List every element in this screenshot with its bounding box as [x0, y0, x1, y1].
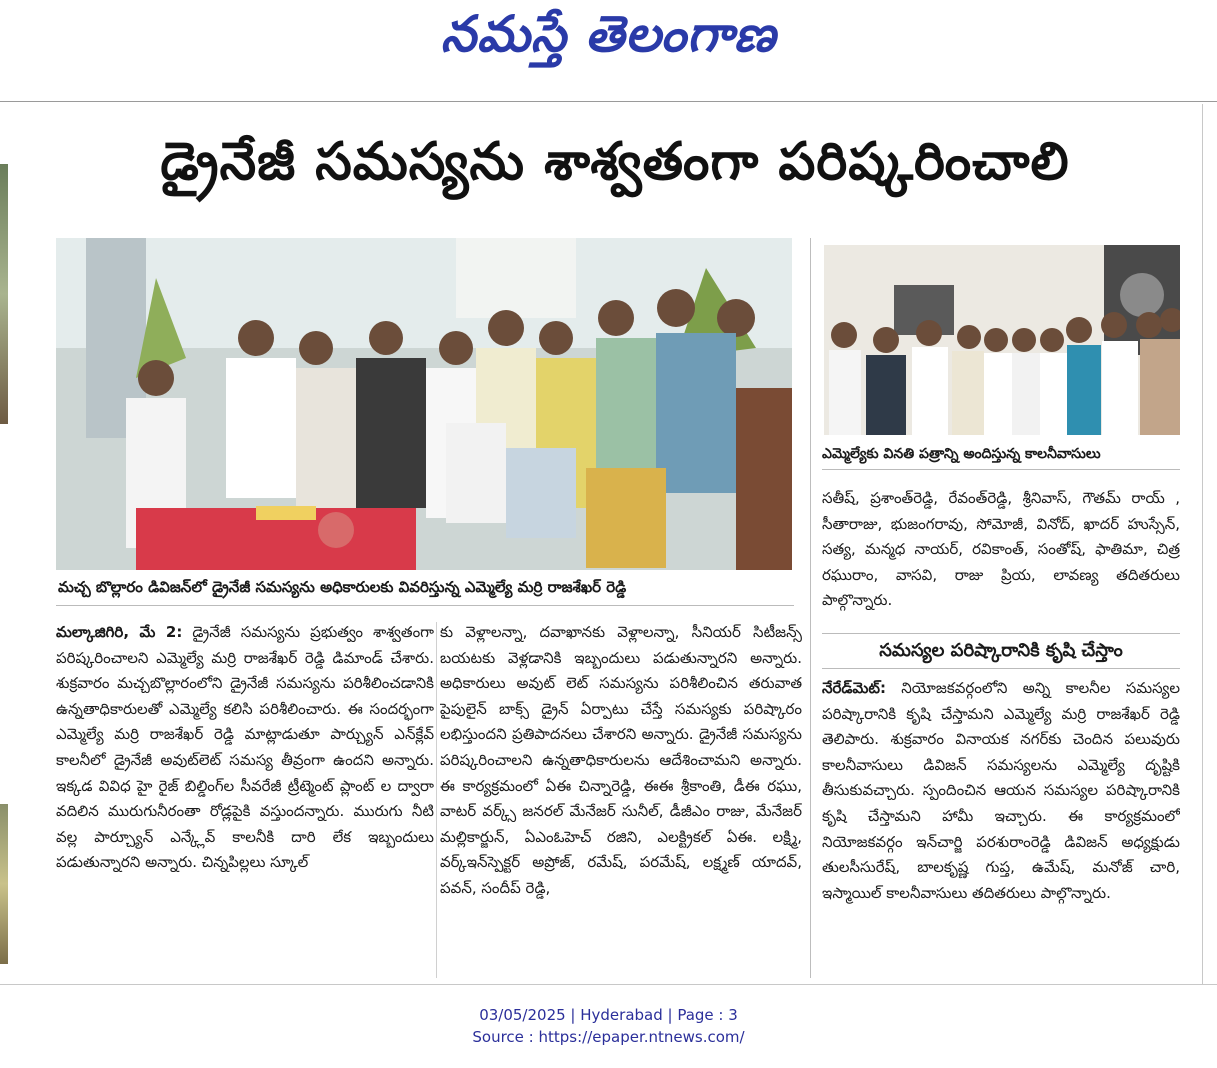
footer-date-page: 03/05/2025 | Hyderabad | Page : 3	[479, 1006, 738, 1024]
column-1-text: డ్రైనేజీ సమస్యను ప్రభుత్వం శాశ్వతంగా పరిష్కరించాలని ఎమ్మెల్యే మర్రి రాజశేఖర్ రెడ్డి డిమాండ్ చేశారు. శుక్రవారం మచ్చబొల్లారంలోని డ్రైనేజీ సమస్యను పరిశీలించడానికి ఉన్నతాధికారులతో ఎమ్మెల్యే కలిసి పరిశీలించారు. ఈ సందర్భంగా ఎమ్మెల్యే మర్రి రాజశేఖర్ రెడ్డి మాట్లాడుతూ పార్చ్యున్ ఎన్‌క్లేవ్ కాలనీలో డ్రైనేజీ అవుట్‌లెట్ సమస్య తీవ్రంగా ఉందని అన్నారు. ఇక్కడ వివిధ హై రైజ్ బిల్డింగ్‌ల సీవరేజీ ట్రీట్మెంట్ ప్లాంట్ ల ద్వారా వదిలిన మురుగునీరంతా రోడ్లపైకి వస్తుందన్నారు. మురుగు నీటి వల్ల పార్చ్యూన్ ఎన్క్లేవ్ కాలనీకి దారి లేక ఇబ్బందులు పడుతున్నారని అన్నారు. చిన్నపిల్లలు స్కూల్	[56, 623, 434, 872]
column-divider	[436, 622, 437, 978]
column-2-text: కు వెళ్లాలన్నా, దవాఖానకు వెళ్లాలన్నా, సీనియర్ సిటీజన్స్ బయటకు వెళ్లడానికి ఇబ్బందులు పడుతున్నారని అన్నారు. అధికారులు అవుట్ లెట్ సమస్యను పరిశీలించిన తరువాత పైపులైన్ బాక్స్ డ్రైన్ ఏర్పాటు చేస్తే సమస్యకు పరిష్కారం లభిస్తుందని ప్రతిపాదనలు చేశారని అన్నారు. డ్రైనేజీ సమస్యను పరిష్కరించాలని ఉన్నతాధికారులను ఆదేశించామని అన్నారు. ఈ కార్యక్రమంలో ఏఈ చిన్నారెడ్డి, ఈఈ శ్రీకాంతి, డీఈ రఘు, వాటర్ వర్క్స్ జనరల్ మేనేజర్ సునీల్, డీజీఎం రాజు, మేనేజర్ మల్లికార్జున్, ఏఎంఓహెచ్ రజిని, ఎలక్ట్రికల్ ఏఈ. లక్ష్మి, వర్క్ఇన్‌స్పెక్టర్ అప్రోజ్, రమేష్, పరమేష్, లక్ష్మణ్ యాదవ్, పవన్, సందీప్ రెడ్డి,	[440, 623, 802, 897]
footer-source-link[interactable]: Source : https://epaper.ntnews.com/	[472, 1028, 745, 1046]
article-headline: డ్రైనేజీ సమస్యను శాశ్వతంగా పరిష్కరించాలి	[160, 132, 1070, 192]
side-photo-caption: ఎమ్మెల్యేకు వినతి పత్రాన్ని అందిస్తున్న కాలనీవాసులు	[822, 439, 1180, 470]
article-dateline: మల్కాజిగిరి, మే 2:	[56, 623, 183, 641]
article-column-1	[56, 620, 434, 980]
main-photo-caption: మచ్చ బొల్లారం డివిజన్‌లో డ్రైనేజీ సమస్యను అధికారులకు వివరిస్తున్న ఎమ్మెల్యే మర్రి రాజశేఖర్ రెడ్డి	[58, 578, 627, 596]
masthead-divider	[0, 101, 1217, 102]
page-edge-rule	[1202, 104, 1203, 984]
sub-article-headline: సమస్యల పరిష్కారానికి కృషి చేస్తాం	[822, 633, 1180, 669]
side-news-photo	[824, 245, 1180, 435]
column-3-text-bottom: నియోజకవర్గంలోని అన్ని కాలనీల సమస్యల పరిష్కారానికి కృషి చేస్తామని ఎమ్మెల్యే మర్రి రాజశేఖర్ రెడ్డి తెలిపారు. శుక్రవారం వినాయక నగర్‌కు చెందిన పలువురు కాలనీవాసులు డివిజన్ సమస్యలను ఎమ్మెల్యే దృష్టికి తీసుకువచ్చారు. స్పందించిన ఆయన సమస్యల పరిష్కారానికి కృషి చేస్తామని హామీ ఇచ్చారు. ఈ కార్యక్రమంలో నియోజకవర్గం ఇన్‌చార్జి పరశురాంరెడ్డి డివిజన్ అధ్యక్షుడు తులసీసురేష్, బాలకృష్ణ గుప్త, ఉమేష్, మనోజ్ చారి, ఇస్మాయిల్ కాలనీవాసులు తదితరులు పాల్గొన్నారు.	[822, 679, 1180, 902]
article-column-3-bottom	[822, 676, 1180, 966]
caption-divider	[56, 605, 794, 606]
main-news-photo	[56, 238, 792, 570]
sub-article-dateline: నేరేడ్‌మెట్:	[822, 679, 886, 697]
adjacent-photo-strip	[0, 804, 8, 964]
main-photo-illustration	[56, 238, 792, 570]
article-column-3-top	[822, 486, 1180, 620]
article-column-2	[440, 620, 802, 980]
newspaper-logo: నమస్తే తెలంగాణ	[440, 4, 777, 63]
page-bottom-rule	[0, 984, 1217, 985]
epaper-footer	[0, 1004, 1217, 1048]
column-3-text-top: సతీష్, ప్రశాంత్‌రెడ్డి, రేవంత్‌రెడ్డి, శ్రీనివాస్, గౌతమ్ రాయ్ , సీతారాజు, భుజంగరావు, సోమోజీ, వినోద్, ఖాదర్ హుస్సేన్, సత్య, మన్మధ నాయర్, రవికాంత్, సంతోష్, ఫాతిమా, చిత్ర రఘురాం, వాసవి, రాజు ప్రియ, లావణ్య తదితరులు పాల్గొన్నారు.	[822, 489, 1180, 610]
masthead	[0, 0, 1217, 80]
side-photo-illustration	[824, 245, 1180, 435]
adjacent-photo-strip	[0, 164, 8, 424]
column-divider	[810, 238, 811, 978]
adjacent-article-edge	[0, 104, 14, 984]
